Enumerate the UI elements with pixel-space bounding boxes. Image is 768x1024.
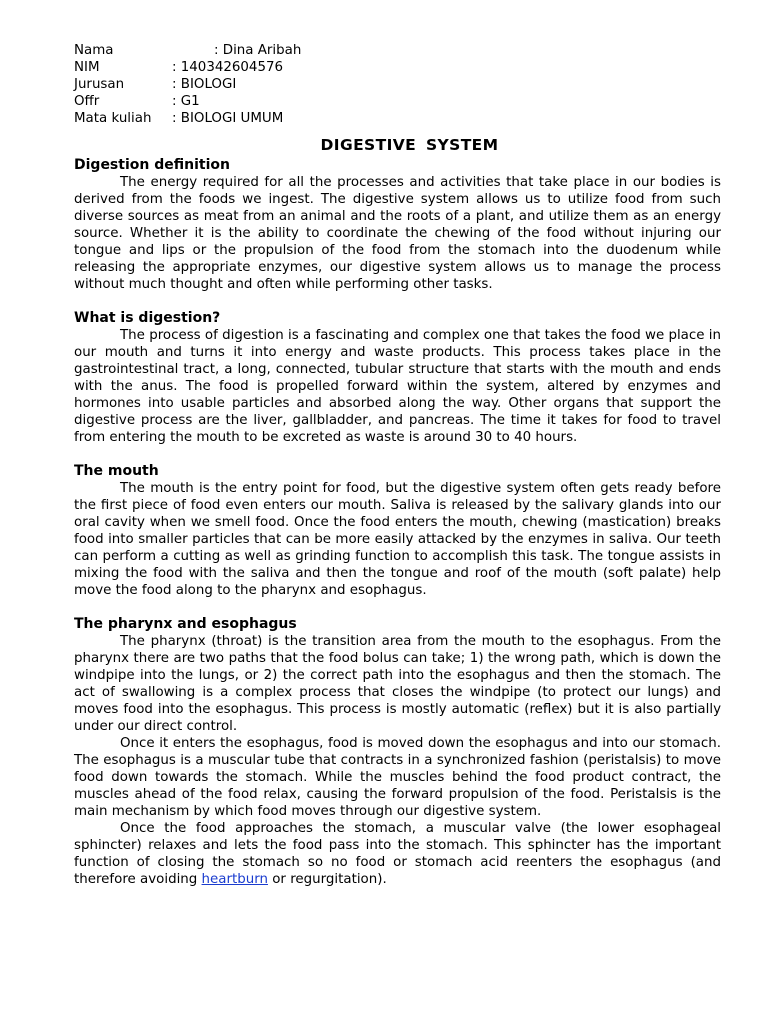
info-label: Mata kuliah bbox=[74, 111, 152, 126]
info-value: : Dina Aribah bbox=[214, 43, 302, 58]
info-value: : BIOLOGI bbox=[172, 77, 237, 92]
document-title: DIGESTIVE SYSTEM bbox=[320, 136, 499, 154]
info-row-mata-kuliah bbox=[74, 110, 721, 127]
section-heading-pharynx-esophagus: The pharynx and esophagus bbox=[74, 616, 297, 632]
paragraph: The pharynx (throat) is the transition area from the mouth to the esophagus. From the pharynx there are two paths that the food bolus can take; 1) the wrong path, which is down the windpipe into the lungs, or 2) the correct path into the esophagus and then the stomach. The act of swallowing is a complex process that closes the windpipe (to protect our lungs) and moves food into the esophagus. This process is mostly automatic (reflex) but it is also partially under our direct control. bbox=[74, 634, 721, 734]
paragraph: The process of digestion is a fascinating and complex one that takes the food we place in our mouth and turns it into energy and waste products. This process takes place in the gastrointestinal tract, a long, connected, tubular structure that starts with the mouth and ends with the anus. The food is propelled forward within the system, altered by enzymes and hormones into usable particles and absorbed along the way. Other organs that support the digestive process are the liver, gallbladder, and pancreas. The time it takes for food to travel from entering the mouth to be excreted as waste is around 30 to 40 hours. bbox=[74, 328, 721, 445]
info-label: Jurusan bbox=[74, 77, 125, 92]
info-row-nim bbox=[74, 59, 721, 76]
info-value: : G1 bbox=[172, 94, 200, 109]
paragraph-with-link bbox=[74, 820, 721, 888]
info-row-offr bbox=[74, 93, 721, 110]
info-label: NIM bbox=[74, 60, 100, 75]
info-value: : BIOLOGI UMUM bbox=[172, 111, 284, 126]
paragraph-text: Once the food approaches the stomach, a muscular valve (the lower esophageal sphincter) relaxes and lets the food pass into the stomach. This sphincter has the important function of closing the stomach so no food or stomach acid reenters the esophagus (and therefore avoiding bbox=[74, 821, 721, 887]
heartburn-link[interactable]: heartburn bbox=[201, 872, 268, 887]
student-info bbox=[74, 42, 721, 127]
info-label: Nama bbox=[74, 43, 114, 58]
info-label: Offr bbox=[74, 94, 100, 109]
section-heading-digestion-definition: Digestion definition bbox=[74, 157, 230, 173]
paragraph: The energy required for all the processes and activities that take place in our bodies is derived from the foods we ingest. The digestive system allows us to utilize food from such diverse sources as meat from an animal and the roots of a plant, and utilize them as an energy source. Whether it is the ability to coordinate the chewing of the food without injuring our tongue and lips or the propulsion of the food from the stomach into the duodenum while releasing the appropriate enzymes, our digestive system allows us to manage the process without much thought and often while performing other tasks. bbox=[74, 175, 721, 292]
info-value: : 140342604576 bbox=[172, 60, 284, 75]
section-heading-the-mouth: The mouth bbox=[74, 463, 159, 479]
paragraph-text: or regurgitation). bbox=[267, 872, 387, 887]
info-row-jurusan bbox=[74, 76, 721, 93]
section-heading-what-is-digestion: What is digestion? bbox=[74, 310, 221, 326]
info-row-nama bbox=[74, 42, 721, 59]
paragraph: Once it enters the esophagus, food is moved down the esophagus and into our stomach. The esophagus is a muscular tube that contracts in a synchronized fashion (peristalsis) to move food down towards the stomach. While the muscles behind the food product contract, the muscles ahead of the food relax, causing the forward propulsion of the food. Peristalsis is the main mechanism by which food moves through our digestive system. bbox=[74, 736, 721, 819]
paragraph: The mouth is the entry point for food, but the digestive system often gets ready before the first piece of food even enters our mouth. Saliva is released by the salivary glands into our oral cavity when we smell food. Once the food enters the mouth, chewing (mastication) breaks food into smaller particles that can be more easily attacked by the enzymes in saliva. Our teeth can perform a cutting as well as grinding function to accomplish this task. The tongue assists in mixing the food with the saliva and then the tongue and roof of the mouth (soft palate) help move the food along to the pharynx and esophagus. bbox=[74, 481, 721, 598]
